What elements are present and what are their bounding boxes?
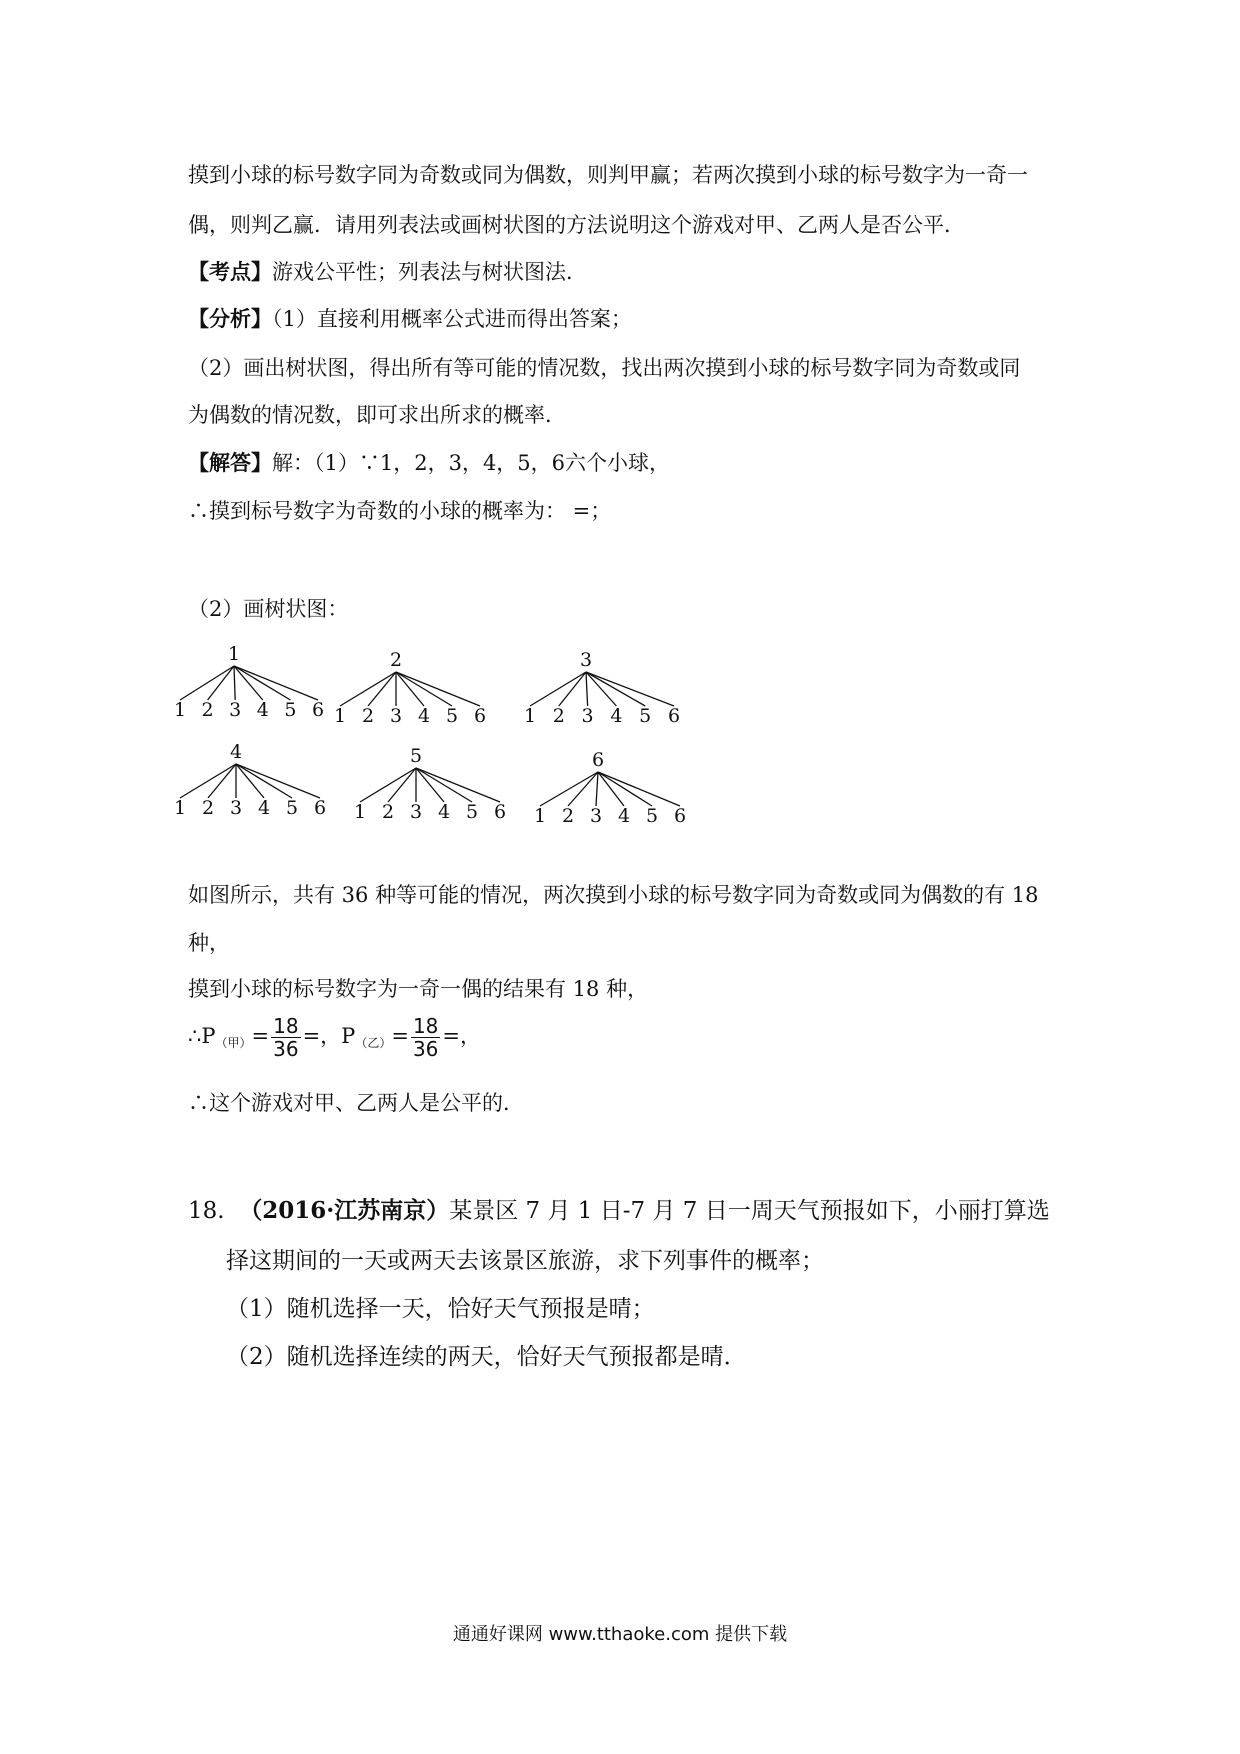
footer-credit: 通通好课网 www.tthaoke.com 提供下载: [452, 1624, 788, 1645]
tree-leaf-label: 1: [173, 797, 187, 819]
tree-branch: [586, 672, 616, 706]
tree-root-label: 2: [389, 649, 403, 671]
tree-branch: [396, 672, 480, 706]
tree-branch: [180, 666, 234, 700]
tree-leaf-label: 6: [311, 699, 325, 721]
probability-line: ∴摸到标号数字为奇数的小球的概率为： =；: [188, 499, 612, 523]
tree-branch: [596, 772, 598, 806]
tree-branch: [340, 672, 396, 706]
tree-leaf-label: 1: [523, 705, 537, 727]
tree-branch: [586, 672, 588, 706]
fenxi-line: [188, 304, 632, 334]
question-18-line-2: 择这期间的一天或两天去该景区旅游，求下列事件的概率；: [226, 1248, 824, 1274]
tree-leaf-label: 1: [533, 805, 547, 827]
tree-branch: [598, 772, 652, 806]
p-eq2: =: [391, 1024, 409, 1048]
result-line-1b: 种，: [188, 931, 230, 955]
tree-leaf-label: 5: [284, 699, 297, 721]
fraction-yi-denominator: 36: [412, 1037, 439, 1061]
p-sep: =，P: [302, 1024, 356, 1048]
fraction-jia-numerator: 18: [273, 1014, 299, 1038]
tree-leaf-label: 6: [313, 797, 327, 819]
problem-text-line-1: 摸到小球的标号数字同为奇数或同为偶数，则判甲赢；若两次摸到小球的标号数字为一奇一: [188, 163, 1028, 187]
tree-branch: [559, 672, 586, 706]
tree-leaf-label: 3: [589, 805, 603, 827]
p-end: =，: [442, 1024, 481, 1048]
p-prefix: ∴P: [188, 1024, 216, 1048]
kaodian-text: 游戏公平性；列表法与树状图法．: [272, 260, 587, 284]
tree-title: （2）画树状图：: [188, 597, 349, 621]
tree-branch: [234, 666, 235, 700]
tree-branch: [236, 764, 320, 798]
kaodian-label: 【考点】: [188, 259, 272, 284]
tree-diagram: [173, 643, 800, 848]
tree-branch: [234, 666, 263, 700]
tree-branch: [234, 666, 318, 700]
tree-branch: [368, 672, 396, 706]
p-jia-sub: （甲）: [215, 1036, 252, 1050]
tree-leaf-label: 3: [229, 699, 242, 721]
fenxi-label: 【分析】: [188, 306, 272, 331]
tree-root-label: 3: [579, 649, 593, 671]
jieda-text: 解：（1）∵1，2，3，4，5，6六个小球，: [272, 451, 671, 475]
fenxi-line-2b: 为偶数的情况数，即可求出所求的概率．: [188, 403, 566, 427]
tree-leaf-label: 4: [417, 705, 431, 727]
question-stem-1: 某景区 7 月 1 日-7 月 7 日一周天气预报如下，小丽打算选: [449, 1198, 1050, 1224]
p-yi-sub: （乙）: [355, 1036, 392, 1050]
tree-branch: [416, 768, 472, 802]
result-line-1: 如图所示，共有 36 种等可能的情况，两次摸到小球的标号数字同为奇数或同为偶数的有 18: [188, 883, 1039, 907]
tree-branch: [396, 672, 452, 706]
fraction-jia-denominator: 36: [273, 1037, 299, 1061]
tree-leaf-label: 5: [445, 705, 459, 727]
probability-formula: [188, 1012, 481, 1067]
tree-leaf-label: 4: [256, 699, 269, 721]
tree-leaf-label: 5: [639, 705, 652, 727]
tree-branch: [208, 764, 236, 798]
tree-leaf-label: 3: [409, 801, 423, 823]
tree-root-label: 1: [227, 643, 241, 665]
conclusion-line: ∴这个游戏对甲、乙两人是公平的．: [188, 1091, 524, 1115]
tree-leaf-label: 5: [285, 797, 299, 819]
tree-leaf-label: 2: [561, 805, 575, 827]
fraction-jia: [271, 1015, 300, 1060]
p-eq1: =: [251, 1024, 270, 1048]
tree-leaf-label: 5: [465, 801, 479, 823]
tree-branch: [540, 772, 598, 806]
tree-leaf-label: 1: [173, 699, 187, 721]
tree-root-label: 6: [591, 749, 605, 771]
tree-leaf-label: 2: [552, 705, 565, 727]
fenxi-text: （1）直接利用概率公式进而得出答案；: [272, 307, 632, 331]
jieda-label: 【解答】: [188, 450, 272, 475]
tree-leaf-label: 6: [673, 805, 687, 827]
tree-leaf-label: 6: [473, 705, 487, 727]
tree-leaf-label: 3: [229, 797, 243, 819]
tree-leaf-label: 2: [381, 801, 395, 823]
tree-branch: [586, 672, 645, 706]
tree-leaf-label: 1: [353, 801, 367, 823]
tree-leaf-label: 2: [201, 797, 215, 819]
tree-branch: [586, 672, 674, 706]
tree-leaf-label: 5: [645, 805, 659, 827]
tree-leaf-label: 6: [667, 705, 681, 727]
question-source: （2016·江苏南京）: [239, 1197, 450, 1224]
tree-leaf-label: 6: [493, 801, 507, 823]
jieda-line: [188, 448, 670, 478]
result-line-2: 摸到小球的标号数字为一奇一偶的结果有 18 种，: [188, 977, 649, 1001]
tree-leaf-label: 4: [617, 805, 631, 827]
fraction-yi: [411, 1015, 440, 1060]
tree-leaf-label: 3: [581, 705, 594, 727]
question-number: 18.: [188, 1198, 225, 1224]
tree-leaf-label: 1: [333, 705, 347, 727]
tree-root-label: 4: [229, 741, 243, 763]
tree-leaf-label: 4: [437, 801, 451, 823]
tree-branch: [530, 672, 586, 706]
tree-leaf-label: 2: [201, 699, 214, 721]
tree-branch: [208, 666, 234, 700]
tree-branch: [234, 666, 290, 700]
tree-branch: [360, 768, 416, 802]
tree-leaf-label: 4: [257, 797, 271, 819]
tree-branch: [180, 764, 236, 798]
fenxi-line-2a: （2）画出树状图，得出所有等可能的情况数，找出两次摸到小球的标号数字同为奇数或同: [188, 356, 1021, 380]
question-18-line-1: [188, 1194, 1050, 1228]
fraction-yi-numerator: 18: [412, 1014, 439, 1038]
tree-branch: [568, 772, 598, 806]
question-18-part-1: （1）随机选择一天，恰好天气预报是晴；: [226, 1296, 655, 1322]
tree-root-label: 5: [409, 745, 423, 767]
tree-leaf-label: 4: [610, 705, 623, 727]
tree-branch: [388, 768, 416, 802]
kaodian-line: [188, 257, 587, 287]
problem-text-line-2: 偶，则判乙赢．请用列表法或画树状图的方法说明这个游戏对甲、乙两人是否公平．: [188, 213, 965, 237]
question-18-part-2: （2）随机选择连续的两天，恰好天气预报都是晴．: [226, 1344, 747, 1370]
tree-leaf-label: 2: [361, 705, 375, 727]
tree-branch: [416, 768, 500, 802]
tree-leaf-label: 3: [389, 705, 403, 727]
tree-branch: [236, 764, 292, 798]
